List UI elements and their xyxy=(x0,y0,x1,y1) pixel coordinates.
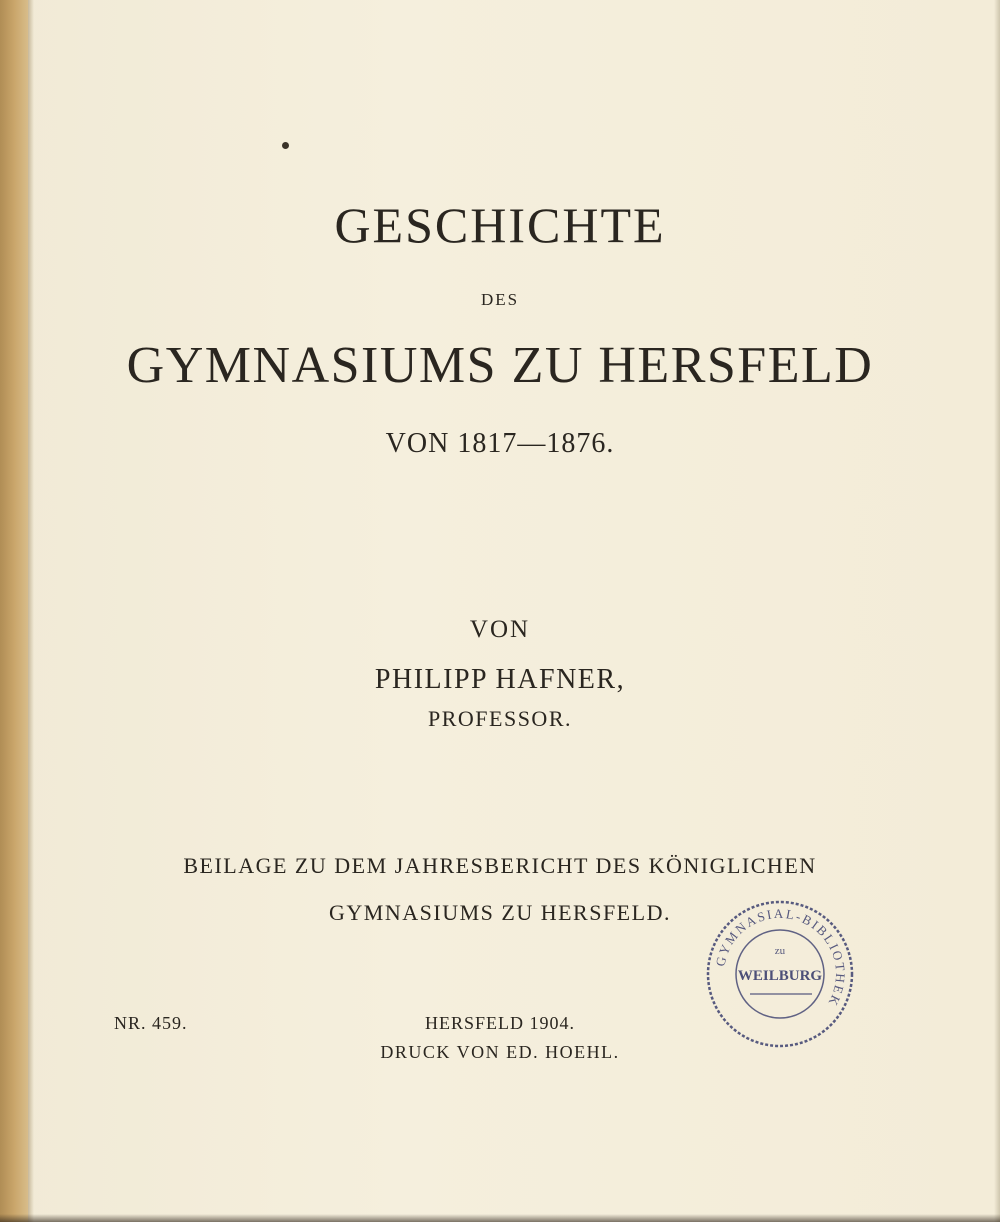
supplement-line-2: GYMNASIUMS ZU HERSFELD. xyxy=(329,900,671,925)
stamp-ring-text: GYMNASIAL-BIBLIOTHEK xyxy=(712,905,849,1010)
year-range: VON 1817—1876. xyxy=(385,428,615,459)
bottom-page-edge xyxy=(0,1214,1000,1222)
book-spine xyxy=(0,0,28,1222)
author-name: PHILIPP HAFNER, xyxy=(374,664,626,695)
right-page-edge xyxy=(994,0,1000,1222)
supplement-line-1: BEILAGE ZU DEM JAHRESBERICHT DES KÖNIGLICHEN xyxy=(183,853,817,878)
book-subject: GYMNASIUMS ZU HERSFELD xyxy=(126,337,874,394)
author-title: PROFESSOR. xyxy=(427,706,572,731)
issue-number: NR. 459. xyxy=(114,1013,188,1033)
book-title: GESCHICHTE xyxy=(334,197,666,253)
place-year: HERSFELD 1904. xyxy=(424,1013,575,1033)
spine-shadow xyxy=(28,0,34,1222)
stamp-center-top: zu xyxy=(774,945,786,957)
ink-speck xyxy=(282,142,289,149)
printer: DRUCK VON ED. HOEHL. xyxy=(380,1042,620,1062)
by-label: VON xyxy=(469,616,531,643)
stamp-center-main: WEILBURG xyxy=(737,968,823,984)
title-connector: DES xyxy=(480,290,520,309)
library-stamp xyxy=(704,898,856,1050)
